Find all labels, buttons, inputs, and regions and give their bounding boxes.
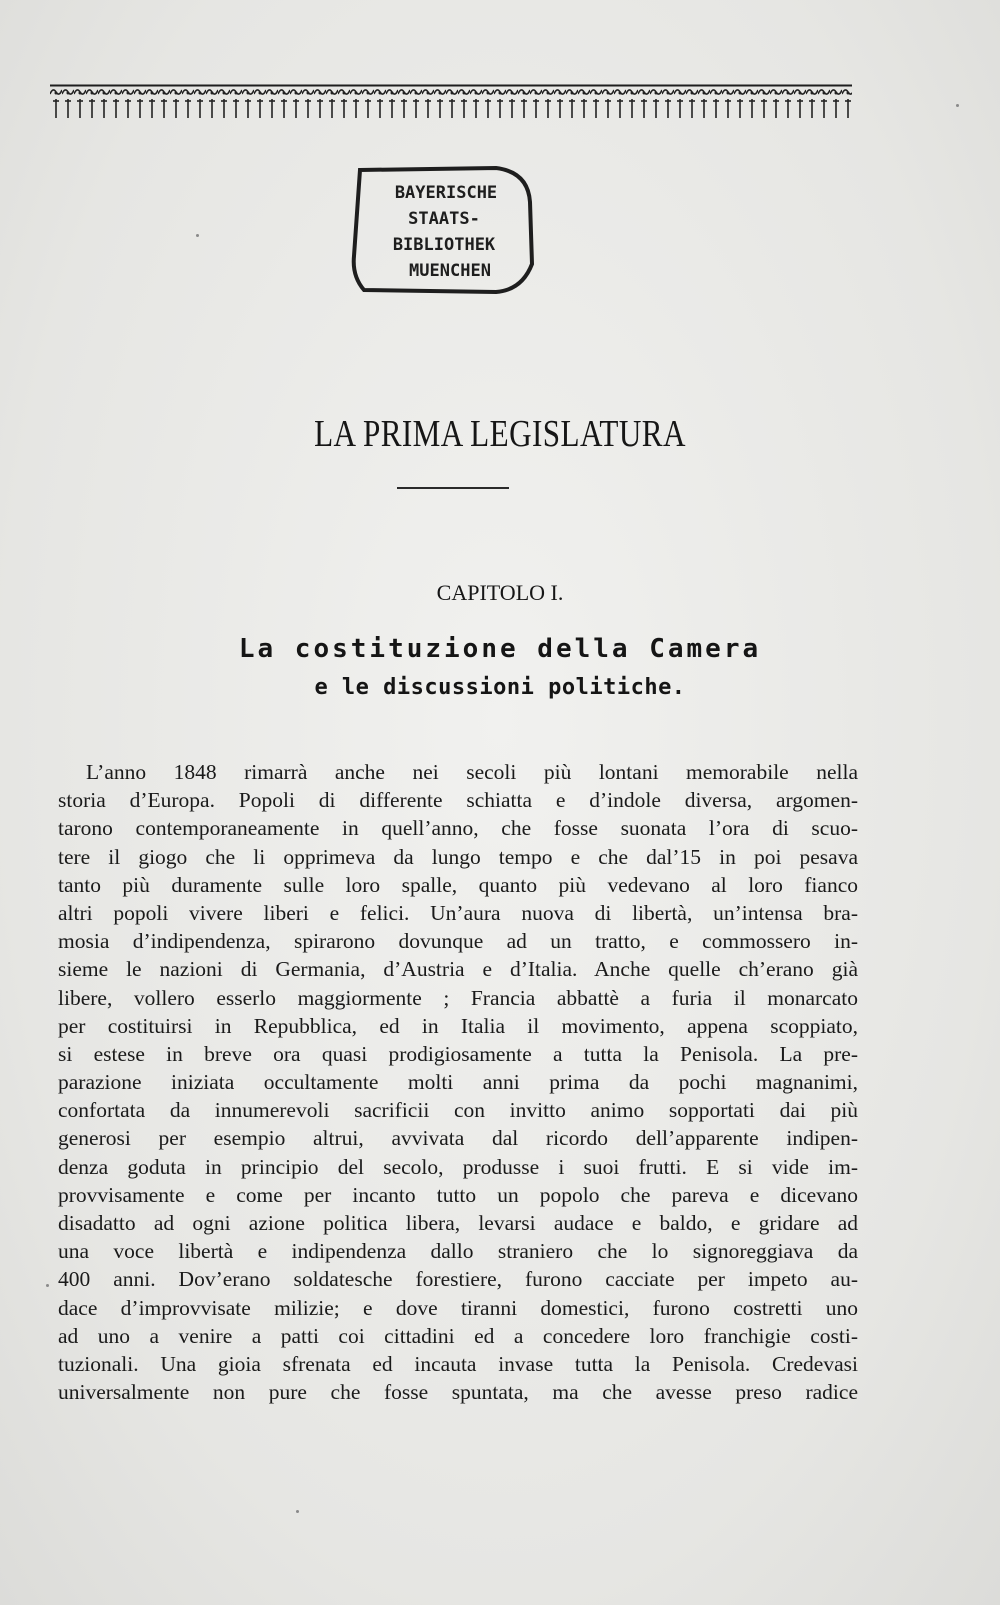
scan-speck xyxy=(196,234,199,237)
body-line: storia d’Europa. Popoli di differente schiatta e d’indole diversa, argomen- xyxy=(58,788,858,813)
body-line: altri popoli vivere liberi e felici. Un’aura nuova di libertà, un’intensa bra- xyxy=(58,900,858,925)
body-line: provvisamente e come per incanto tutto un popolo che pareva e dicevano xyxy=(58,1182,858,1207)
library-stamp xyxy=(346,160,538,300)
body-line: sieme le nazioni di Germania, d’Austria e d’Italia. Anche quelle ch’erano già xyxy=(58,957,858,982)
chapter-heading: CAPITOLO I. xyxy=(436,580,564,605)
body-line: tuzionali. Una gioia sfrenata ed incauta invase tutta la Penisola. Credevasi xyxy=(58,1351,858,1376)
ornamental-border xyxy=(50,84,852,122)
chapter-subtitle-line-2: e le discussioni politiche. xyxy=(314,675,686,700)
body-line: tere il giogo che li opprimeva da lungo tempo e che dal’15 in poi pesava xyxy=(58,844,858,869)
scan-speck xyxy=(296,1510,299,1513)
body-line: per costituirsi in Repubblica, ed in Italia il movimento, appena scoppiato, xyxy=(58,1013,858,1038)
body-line: una voce libertà e indipendenza dallo straniero che lo signoreggiava da xyxy=(58,1239,858,1264)
body-line: 400 anni. Dov’erano soldatesche forestiere, furono cacciate per impeto au- xyxy=(58,1267,858,1292)
stamp-line-2: STAATS- xyxy=(408,209,480,229)
stamp-line-4: MUENCHEN xyxy=(409,261,491,281)
page-title: LA PRIMA LEGISLATURA xyxy=(314,413,686,455)
body-line: dace d’improvvisate milizie; e dove tiranni domestici, furono costretti uno xyxy=(58,1295,858,1320)
chapter-subtitle-line-1: La costituzione della Camera xyxy=(238,634,762,664)
stamp-line-1: BAYERISCHE xyxy=(394,183,498,203)
body-line: parazione iniziata occultamente molti anni prima da pochi magnanimi, xyxy=(58,1070,858,1095)
body-line: generosi per esempio altrui, avvivata dal ricordo dell’apparente indipen- xyxy=(58,1126,858,1151)
title-divider xyxy=(397,487,509,489)
scan-speck xyxy=(46,1284,49,1287)
body-line: ad uno a venire a patti coi cittadini ed a concedere loro franchigie costi- xyxy=(58,1323,858,1348)
stamp-line-3: BIBLIOTHEK xyxy=(392,235,496,255)
body-line: disadatto ad ogni azione politica libera, levarsi audace e baldo, e gridare ad xyxy=(58,1211,858,1235)
body-line: L’anno 1848 rimarrà anche nei secoli più lontani memorabile nella xyxy=(86,760,858,784)
scan-speck xyxy=(956,104,959,107)
body-line: libere, vollero esserlo maggiormente ; Francia abbattè a furia il monarcato xyxy=(58,985,858,1010)
body-line: tarono contemporaneamente in quell’anno, che fosse suonata l’ora di scuo- xyxy=(58,816,858,841)
body-line: mosia d’indipendenza, spirarono dovunque ad un tratto, e commossero in- xyxy=(58,929,858,954)
body-line: universalmente non pure che fosse spuntata, ma che avesse preso radice xyxy=(58,1380,858,1405)
body-line: denza goduta in principio del secolo, produsse i suoi frutti. E si vide im- xyxy=(58,1154,858,1179)
body-paragraph xyxy=(58,758,858,1406)
body-line: confortata da innumerevoli sacrificii con invitto animo sopportati dai più xyxy=(58,1098,858,1123)
body-line: si estese in breve ora quasi prodigiosamente a tutta la Penisola. La pre- xyxy=(58,1041,858,1066)
body-line: tanto più duramente sulle loro spalle, quanto più vedevano al loro fianco xyxy=(58,872,858,897)
